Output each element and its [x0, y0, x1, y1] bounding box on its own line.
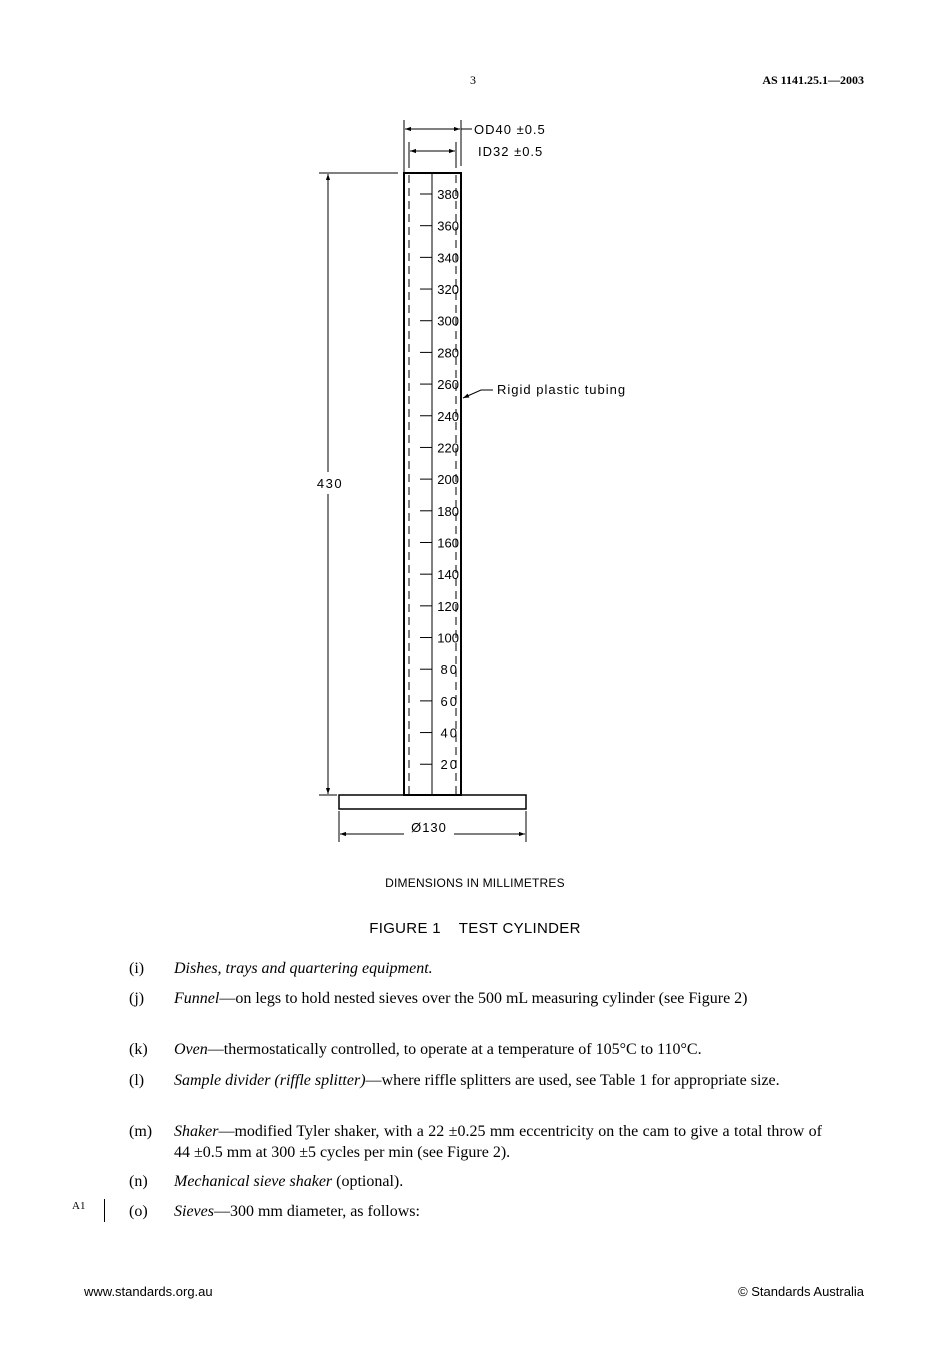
graduation-label: 120	[437, 598, 459, 614]
figure-title: TEST CYLINDER	[458, 920, 581, 937]
item-term: Mechanical sieve shaker	[174, 1173, 333, 1190]
list-item	[129, 1039, 822, 1060]
graduation-label: 80	[440, 662, 459, 678]
height-label: 430	[316, 476, 344, 491]
item-letter: (l)	[129, 1072, 145, 1089]
list-item	[129, 1121, 822, 1163]
graduation-label: 320	[437, 282, 459, 298]
graduation-label: 380	[437, 187, 459, 202]
list-item	[129, 988, 822, 1009]
cylinder-base	[339, 795, 526, 809]
item-text: —where riffle splitters are used, see Table 1 for appropriate size.	[365, 1072, 780, 1089]
graduation-label: 360	[437, 218, 459, 234]
figure-number: FIGURE 1	[369, 920, 441, 937]
item-text: —on legs to hold nested sieves over the 500 mL measuring cylinder (see Figure 2)	[219, 990, 748, 1007]
tubing-leader-line	[463, 390, 493, 398]
item-letter: (n)	[129, 1173, 148, 1190]
graduation-label: 240	[437, 408, 459, 424]
footer-website-link[interactable]: www.standards.org.au	[84, 1284, 213, 1299]
item-text: (optional).	[332, 1173, 404, 1190]
item-letter: (j)	[129, 990, 145, 1007]
item-letter: (i)	[129, 960, 145, 977]
graduation-label: 60	[440, 693, 459, 709]
od-label: OD40 ±0.5	[474, 122, 546, 137]
dimensions-note: DIMENSIONS IN MILLIMETRES	[385, 876, 565, 890]
amendment-label: A1	[72, 1200, 86, 1212]
item-letter: (k)	[129, 1041, 148, 1058]
item-term: Funnel	[174, 990, 220, 1007]
graduation-label: 200	[437, 472, 459, 488]
graduation-label: 180	[437, 503, 459, 519]
item-text: —modified Tyler shaker, with a 22 ±0.25 mm eccentricity on the cam to give a total throw of 44 ±0.5 mm at 300 ±5 cycles per min (see Figure 2).	[174, 1123, 822, 1161]
graduation-marks	[420, 187, 459, 772]
graduation-label: 100	[437, 630, 459, 646]
list-item	[129, 1171, 822, 1192]
list-item	[129, 958, 822, 979]
graduation-label: 340	[437, 250, 459, 266]
item-term: Oven	[174, 1041, 208, 1058]
item-term: Sieves	[174, 1203, 214, 1220]
list-item	[129, 1201, 822, 1222]
item-term: Shaker	[174, 1123, 219, 1140]
item-letter: (m)	[129, 1123, 153, 1140]
item-term: Sample divider (riffle splitter)	[174, 1072, 366, 1089]
graduation-label: 160	[437, 535, 459, 551]
graduation-label: 220	[437, 440, 459, 456]
graduation-label: 300	[437, 313, 459, 329]
graduation-label: 260	[437, 377, 459, 393]
tubing-label: Rigid plastic tubing	[497, 382, 627, 397]
list-item	[129, 1070, 822, 1091]
graduation-label: 280	[437, 345, 459, 361]
base-diameter-label: Ø130	[411, 820, 447, 835]
item-letter: (o)	[129, 1203, 148, 1220]
item-text: —300 mm diameter, as follows:	[213, 1203, 420, 1220]
footer-copyright: © Standards Australia	[738, 1284, 864, 1299]
amendment-bar	[104, 1199, 105, 1222]
page-number: 3	[470, 73, 476, 87]
item-term: Dishes, trays and quartering equipment.	[174, 960, 433, 977]
item-text: —thermostatically controlled, to operate at a temperature of 105°C to 110°C.	[207, 1041, 702, 1058]
graduation-label: 20	[440, 757, 459, 773]
document-id: AS 1141.25.1—2003	[762, 73, 864, 87]
graduation-label: 140	[437, 567, 459, 583]
figure-caption	[0, 920, 950, 937]
graduation-label: 40	[440, 725, 459, 741]
id-label: ID32 ±0.5	[478, 144, 544, 159]
